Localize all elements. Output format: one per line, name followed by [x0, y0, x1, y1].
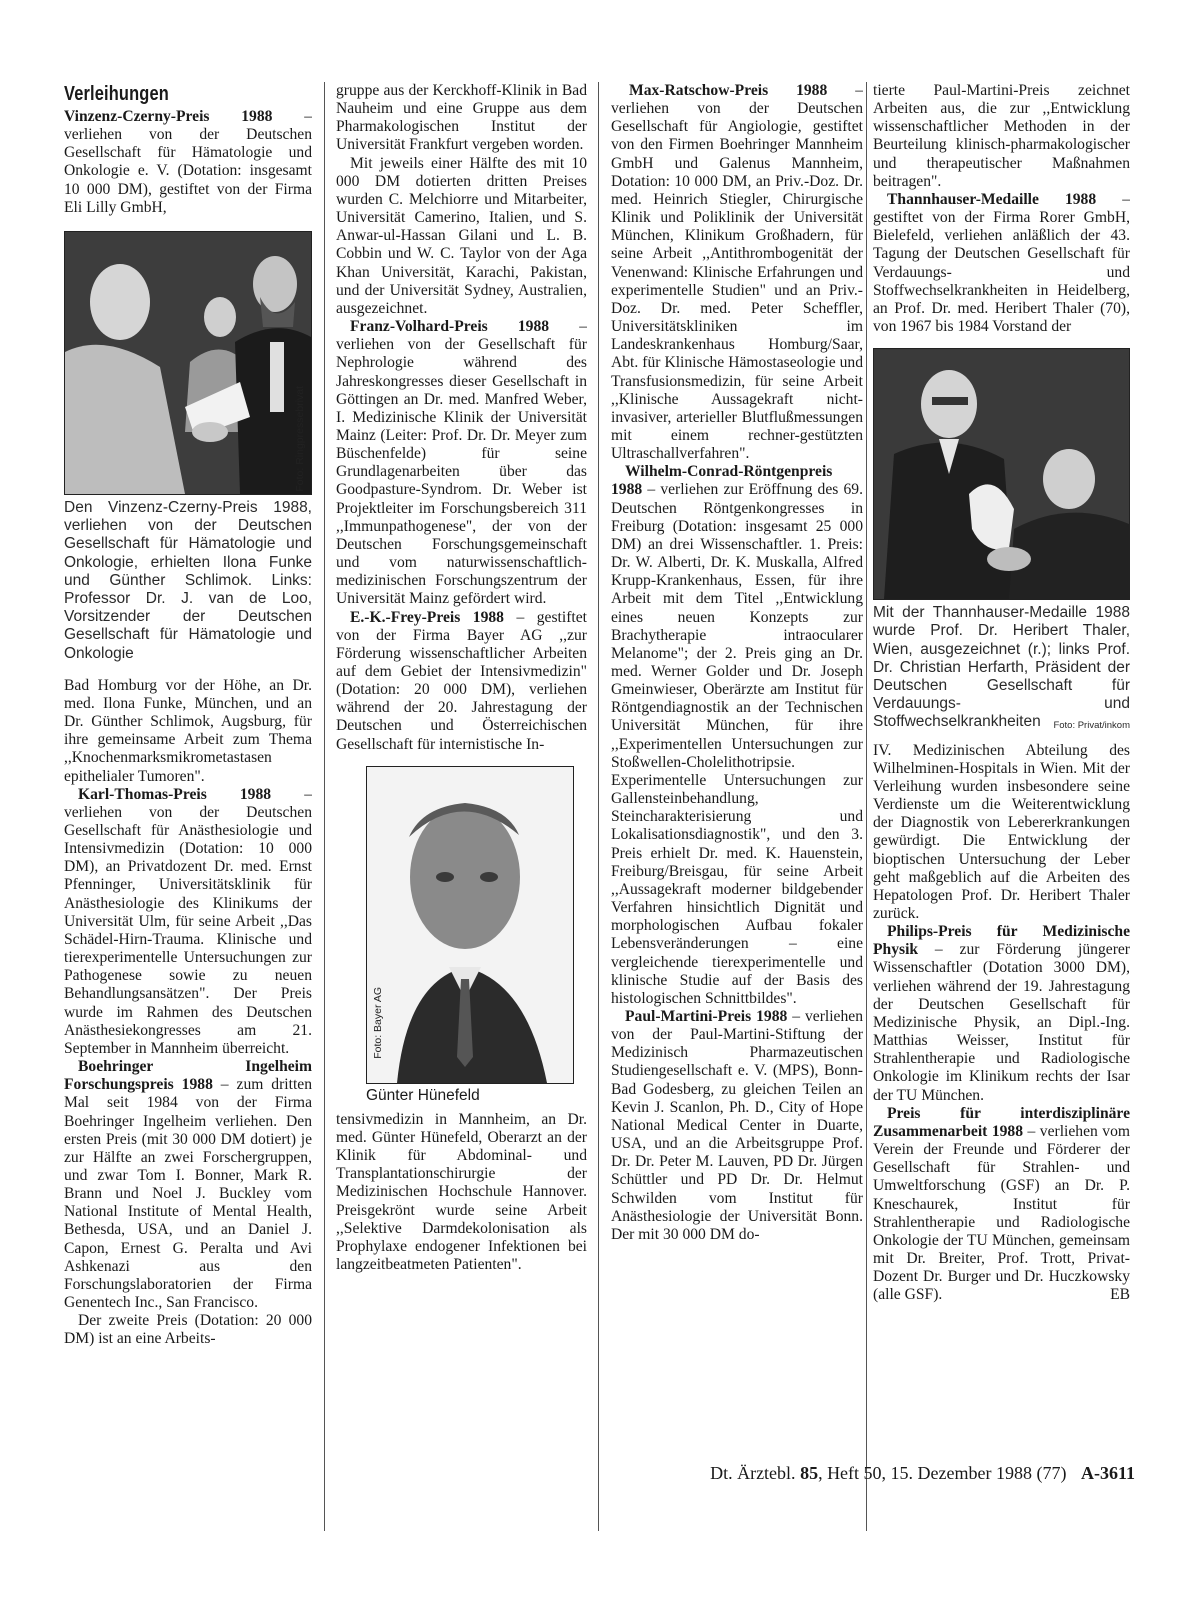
- award-title: Franz-Volhard-Preis 1988: [350, 318, 550, 336]
- award-entry: [873, 191, 1130, 336]
- award-title: Wilhelm-Conrad-Röntgenpreis 1988: [611, 463, 833, 499]
- award-entry: [611, 463, 863, 1008]
- page-footer: [590, 1462, 1135, 1484]
- award-entry: [64, 1058, 312, 1312]
- page-number: A-3611: [1081, 1463, 1135, 1483]
- paragraph: tierte Paul-Martini-Preis zeichnet Arbeiten aus, die zur ,,Entwicklung wissenschaftlicher Methoden in der Beurteilung klinisch-pharmakologischer und therapeutischer Maßnahmen beitragen".: [873, 82, 1130, 190]
- photo-image: [65, 232, 311, 494]
- award-title: Max-Ratschow-Preis 1988: [629, 82, 828, 99]
- photo-credit: Foto: Bayer AG: [372, 986, 384, 1059]
- award-text: – verliehen von der Gesellschaft für Nephrologie während des Jahreskongresses dieser Gesellschaft in Göttingen an Dr. med. Manfred Weber, I. Medizinische Klinik der Universität Mainz (Leiter: Prof. Dr. Dr. Meyer zum Büschenfelde) für seine Grundlagenarbeiten über das Goodpasture-Syndrom. Dr. Weber ist Projektleiter im Forschungsbereich 311 ,,Immunpathogenese", der von der Deutschen Forschungsgemeinschaft und vom naturwissenschaftlich-medizinischen Forschungszentrum der Universität Mainz gefördert wird.: [336, 318, 587, 608]
- photo-caption: Günter Hünefeld: [366, 1086, 480, 1104]
- paragraph: Bad Homburg vor der Höhe, an Dr. med. Ilona Funke, München, und an Dr. Günther Schlimok, Augsburg, für ihre gemeinsame Arbeit zum Thema ,,Knochenmarksmikrometastasen epithelialer Tumoren".: [64, 676, 312, 785]
- award-text: – gestiftet von der Firma Bayer AG ,,zur Förderung wissenschaftlicher Arbeiten auf dem Gebiet der Intensivmedizin" (Dotation: 20 000 DM), verliehen während der 20. Jahrestagung der Deutschen und Österreichischen Gesellschaft für internistische In-: [336, 608, 587, 753]
- photo-image: [367, 767, 573, 1083]
- column-1: [64, 82, 312, 1531]
- award-title: Philips-Preis für Medizinische Physik: [873, 923, 1130, 959]
- column-4: [873, 82, 1130, 1531]
- column-2: [336, 82, 587, 1531]
- photo-image: [874, 349, 1129, 599]
- column-3: [611, 82, 863, 1531]
- journal-volume: 85: [800, 1463, 819, 1483]
- medal-ceremony-photo: [873, 348, 1130, 600]
- column-rule: [598, 82, 599, 1531]
- award-entry: [611, 1008, 863, 1244]
- award-text: – verliehen von der Deutschen Gesellschaft für Anästhesiologie und Intensivmedizin (Dotation: 10 000 DM), an Privatdozent Dr. med. Ernst Pfenninger, Universitätsklinik für Anästhesiologie des Klinikums der Universität Ulm, für seine Arbeit ,,Das Schädel-Hirn-Trauma. Klinische und tierexperimentelle Untersuchungen zur Pathogenese sowie zu neuen Behandlungsansätzen". Der Preis wurde im Rahmen des Deutschen Anästhesiekongresses am 21. September in Mannheim überreicht.: [64, 785, 312, 1057]
- award-text: – verliehen zur Eröffnung des 69. Deutschen Röntgenkongresses in Freiburg (Dotation: insgesamt 25 000 DM) an drei Wissenschaftler. 1. Preis: Dr. W. Alberti, Dr. K. Muskalla, Alfred Krupp-Krankenhaus, Essen, für ihre Arbeit mit dem Titel ,,Entwicklung eines neuen Konzepts zur Brachytherapie intraocularer Melanome"; der 2. Preis ging an Dr. med. Werner Golder und Dr. Joseph Gmeinwieser, Oberärzte am Institut für Röntgendiagnostik an der Technischen Universität München, für ihre ,,Experimentellen Untersuchungen zur Stoßwellen-Cholelithotripsie. Experimentelle Untersuchungen zur Gallensteinbehandlung, Steincharakterisierung und Lokalisationsdiagnostik", und den 3. Preis erhielt Dr. med. K. Hauenstein, Freiburg/Breisgau, für seine Arbeit ,,Aussagekraft moderner bildgebender Verfahren hinsichtlich Dignität und morphologischen Aufbau fokaler Lebensveränderungen – eine vergleichende tierexperimentelle und klinische Studie auf der Basis des histologischen Schnittbildes".: [611, 481, 863, 1007]
- photo-credit: Foto: Privat/inkom: [1053, 720, 1130, 732]
- award-text: – verliehen von der Deutschen Gesellschaft für Angiologie, gestiftet von den Firmen Boehringer Mannheim GmbH und Galenus Mannheim, Dotation: 10 000 DM, an Priv.-Doz. Dr. med. Heinrich Stiegler, Chirurgische Klinik und Poliklinik der Universität München, Klinikum Großhadern, für seine Arbeit ,,Antithrombogenität der Venenwand: Klinische Erfahrungen und experimentelle Studien" und an Priv.-Doz. Dr. med. Peter Scheffler, Universitätskliniken im Landeskrankenhaus Homburg/Saar, Abt. für Klinische Hämostaseologie und Transfusionsmedizin, für seine Arbeit ,,Klinische Aussagekraft nicht-invasiver, arterieller Blutflußmessungen mit einem rechner-gestützten Ultraschallverfahren".: [611, 82, 863, 463]
- award-title: Preis für interdisziplinäre Zusammenarbeit 1988: [873, 1104, 1130, 1140]
- paragraph: gruppe aus der Kerckhoff-Klinik in Bad Nauheim und eine Gruppe aus dem Pharmakologischen Institut der Universität Frankfurt vergeben worden.: [336, 82, 587, 154]
- award-entry: [611, 82, 863, 463]
- author-signature: EB: [1110, 1286, 1130, 1304]
- award-text: – gestiftet von der Firma Rorer GmbH, Bielefeld, verliehen anläßlich der 43. Tagung der Deutschen Gesellschaft für Verdauungs- und Stoffwechselkrankheiten in Heidelberg, an Prof. Dr. med. Heribert Thaler (70), von 1967 bis 1984 Vorstand der: [873, 190, 1130, 336]
- award-entry: [873, 923, 1130, 1105]
- award-text: – zum dritten Mal seit 1984 von der Firma Boehringer Ingelheim verliehen. Den ersten Preis (mit 30 000 DM dotiert) je zur Hälfte an zwei Forschergruppen, und zwar Tom I. Bonner, Mark R. Brann und Noel J. Buckley vom National Institute of Mental Health, Bethesda, USA, und an Daniel J. Capon, Ernest G. Peralta und Avi Ashkenazi aus den Forschungslaboratorien der Firma Genentech Inc., San Francisco.: [64, 1076, 312, 1312]
- award-title: Karl-Thomas-Preis 1988: [78, 785, 272, 803]
- award-title: Paul-Martini-Preis 1988: [625, 1007, 788, 1025]
- award-ceremony-photo: [64, 231, 312, 495]
- award-entry: [64, 108, 312, 217]
- award-text: – zur Förderung jüngerer Wissenschaftler (Dotation 3000 DM), verliehen während der 19. Jahrestagung der Deutschen Gesellschaft für Medizinische Physik, an Dipl.-Ing. Matthias Weisser, Institut für Strahlentherapie und Radiologische Onkologie im Klinikum rechts der Isar der TU München.: [873, 941, 1130, 1104]
- award-title: Boehringer Ingelheim Forschungspreis 1988: [64, 1058, 312, 1094]
- award-entry: [336, 609, 587, 754]
- paragraph: IV. Medizinischen Abteilung des Wilhelminen-Hospitals in Wien. Mit der Verleihung wurden insbesondere seine Verdienste um die Weiterentwicklung der Diagnostik von Lebererkrankungen gewürdigt. Die Entwicklung der bioptischen Untersuchung der Leber geht maßgeblich auf die Arbeiten des Hepatologen Prof. Dr. Heribert Thaler zurück.: [873, 741, 1130, 923]
- award-entry: [64, 786, 312, 1058]
- caption-text: Mit der Thannhauser-Medaille 1988 wurde Prof. Dr. Heribert Thaler, Wien, ausgezeichnet (r.); links Prof. Dr. Christian Herfarth, Präsident der Deutschen Gesellschaft für Verdauungs- und Stoffwechselkrankheiten: [873, 604, 1130, 731]
- photo-caption: Den Vinzenz-Czerny-Preis 1988, verliehen von der Deutschen Gesellschaft für Hämatologie und Onkologie, erhielten Ilona Funke und Günther Schlimok. Links: Professor Dr. J. van de Loo, Vorsitzender der Deutschen Gesellschaft für Hämatologie und Onkologie: [64, 498, 312, 662]
- column-rule: [324, 82, 325, 1531]
- award-text: – verliehen von der Paul-Martini-Stiftung der Medizinisch Pharmazeutischen Studiengesellschaft e. V. (MPS), Bonn-Bad Godesberg, zu gleichen Teilen an Kevin J. Scanlon, Ph. D., City of Hope National Medical Center in Duarte, USA, und an die Arbeitsgruppe Prof. Dr. Dr. Peter M. Lauven, PD Dr. Jürgen Schüttler und PD Dr. Dr. Helmut Schwilden vom Institut für Anästhesiologie der Universität Bonn. Der mit 30 000 DM do-: [611, 1007, 863, 1243]
- issue-date: , Heft 50, 15. Dezember 1988 (77): [818, 1463, 1067, 1483]
- paragraph: tensivmedizin in Mannheim, an Dr. med. Günter Hünefeld, Oberarzt an der Klinik für Abdominal- und Transplantationschirurgie der Medizinischen Hochschule Hannover. Preisgekrönt wurde seine Arbeit ,,Selektive Darmdekolonisation als Prophylaxe endogener Infektionen bei langzeitbeatmeten Patienten".: [336, 1110, 587, 1274]
- paragraph: Der zweite Preis (Dotation: 20 000 DM) ist an eine Arbeits-: [64, 1312, 312, 1348]
- award-entry: [336, 318, 587, 609]
- award-text: – verliehen vom Verein der Freunde und Förderer der Gesellschaft für Strahlen- und Umweltforschung (GSF) an Dr. P. Kneschaurek, Institut für Strahlentherapie und Radiologische Onkologie der TU München, gemeinsam mit Dr. Breiter, Prof. Trott, Privat-Dozent Dr. Burger und Dr. Huczkowsky (alle GSF).: [873, 1122, 1130, 1304]
- journal-name: Dt. Ärztebl.: [710, 1463, 796, 1483]
- photo-caption: [873, 604, 1130, 731]
- portrait-photo: [366, 766, 574, 1084]
- award-title: Vinzenz-Czerny-Preis 1988: [64, 108, 273, 125]
- award-title: Thannhauser-Medaille 1988: [887, 190, 1097, 208]
- award-entry: [873, 1105, 1130, 1305]
- paragraph: Mit jeweils einer Hälfte des mit 10 000 DM dotierten dritten Preises wurden C. Melchiorre und Mitarbeiter, Universität Camerino, Italien, und S. Anwar-ul-Hassan Gilani und L. B. Cobbin und W. C. Taylor von der Aga Khan Universität, Karachi, Pakistan, und der Universität Sydney, Australien, ausgezeichnet.: [336, 154, 587, 317]
- column-rule: [866, 82, 867, 1531]
- photo-credit: Foto: Ringpressebrivat: [293, 386, 306, 492]
- section-title: Verleihungen: [64, 83, 169, 105]
- award-title: E.-K.-Frey-Preis 1988: [350, 608, 504, 626]
- award-text: – verliehen von der Deutschen Gesellschaft für Hämatologie und Onkologie e. V. (Dotation: insgesamt 10 000 DM), gestiftet von der Firma Eli Lilly GmbH,: [64, 108, 312, 216]
